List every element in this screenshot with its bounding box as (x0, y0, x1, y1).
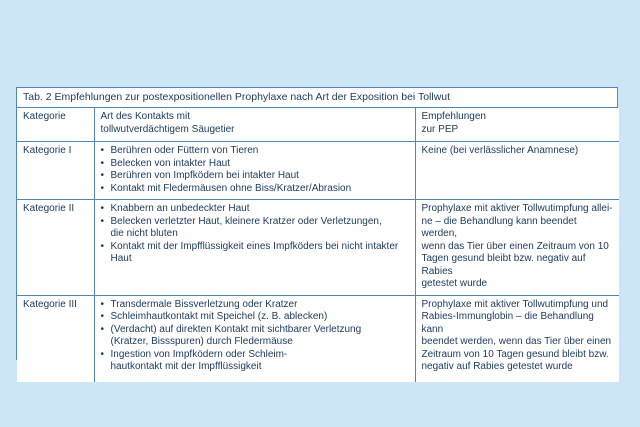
list-item (101, 349, 409, 374)
contact-list (101, 145, 409, 195)
list-item: • Schleimhautkontakt mit Speichel (z. B. ablecken) (101, 311, 409, 324)
list-item-line: • (Verdacht) auf direkten Kontakt mit sichtbarer Verletzung (110, 323, 362, 335)
list-item: • Knabbern an unbedeckter Haut (101, 203, 409, 216)
contact-list (101, 203, 409, 266)
table-row (17, 142, 619, 200)
recommendation-cell (415, 142, 619, 200)
header-contact-line1: Art des Kontakts mit (100, 111, 190, 122)
recommendation-line: negativ auf Rabies getestet wurde (421, 361, 573, 372)
list-item: • Berühren oder Füttern von Tieren (101, 145, 409, 158)
recommendation-line: Tagen gesund bleibt bzw. negativ auf Rabies (421, 253, 586, 277)
list-item-line: hautkontakt mit der Impfflüssigkeit (110, 361, 262, 372)
recommendation-line: ne – die Behandlung kann beendet werden, (421, 215, 577, 239)
recommendation-line: Rabies-Immunglobin – die Behandlung kann (421, 311, 594, 335)
list-item-line: (Kratzer, Bissspuren) durch Fledermäuse (110, 336, 293, 347)
recommendation-line: wenn das Tier über einen Zeitraum von 10 (421, 240, 609, 252)
list-item (101, 216, 409, 241)
header-contact-line2: tollwutverdächtigem Säugetier (100, 123, 235, 135)
table-row (17, 200, 619, 296)
header-recommendation-line1: Empfehlungen (421, 111, 486, 122)
recommendation-line: Zeitraum von 10 Tagen gesund bleibt bzw. (421, 348, 609, 360)
recommendation-line: getestet wurde (421, 278, 488, 289)
list-item-line: • Ingestion von Impfködern oder Schleim- (110, 348, 288, 360)
header-recommendation (415, 108, 619, 142)
category-cell (17, 200, 94, 296)
recommendation-line: Prophylaxe mit aktiver Tollwutimpfung allei- (421, 203, 613, 214)
recommendation-table (16, 87, 618, 372)
table-header-row (17, 108, 619, 142)
table-row (17, 295, 619, 382)
contact-cell (94, 142, 415, 200)
category-label: Kategorie II (23, 203, 75, 214)
category-cell (17, 142, 94, 200)
recommendation-line: Prophylaxe mit aktiver Tollwutimpfung und (421, 298, 609, 310)
list-item-line: die nicht bluten (110, 228, 178, 239)
list-item: • Transdermale Bissverletzung oder Kratzer (101, 299, 409, 312)
table-body (17, 108, 619, 382)
header-recommendation-line2: zur PEP (421, 123, 459, 135)
list-item-line: • Belecken verletzter Haut, kleinere Kratzer oder Verletzungen, (110, 215, 382, 227)
contact-cell (94, 200, 415, 296)
list-item (101, 324, 409, 349)
contact-cell (94, 295, 415, 382)
contact-list (101, 299, 409, 374)
list-item: • Kontakt mit der Impfflüssigkeit eines Impfköders bei nicht intakter Haut (101, 241, 409, 266)
list-item: • Belecken von intakter Haut (101, 158, 409, 171)
header-contact-type (94, 108, 415, 142)
recommendation-cell (415, 200, 619, 296)
header-category (17, 108, 94, 142)
recommendation-line: Keine (bei verlässlicher Anamnese) (421, 145, 579, 156)
list-item: • Berühren von Impfködern bei intakter Haut (101, 170, 409, 183)
recommendation-cell (415, 295, 619, 382)
category-label: Kategorie I (23, 145, 72, 156)
category-label: Kategorie III (23, 298, 77, 310)
table-caption: Tab. 2 Empfehlungen zur postexpositionellen Prophylaxe nach Art der Exposition bei Tollwut (17, 88, 617, 108)
header-category-label: Kategorie (23, 111, 66, 122)
category-cell (17, 295, 94, 382)
recommendation-line: beendet werden, wenn das Tier über einen (421, 336, 612, 347)
list-item: • Kontakt mit Fledermäusen ohne Biss/Kratzer/Abrasion (101, 183, 409, 196)
